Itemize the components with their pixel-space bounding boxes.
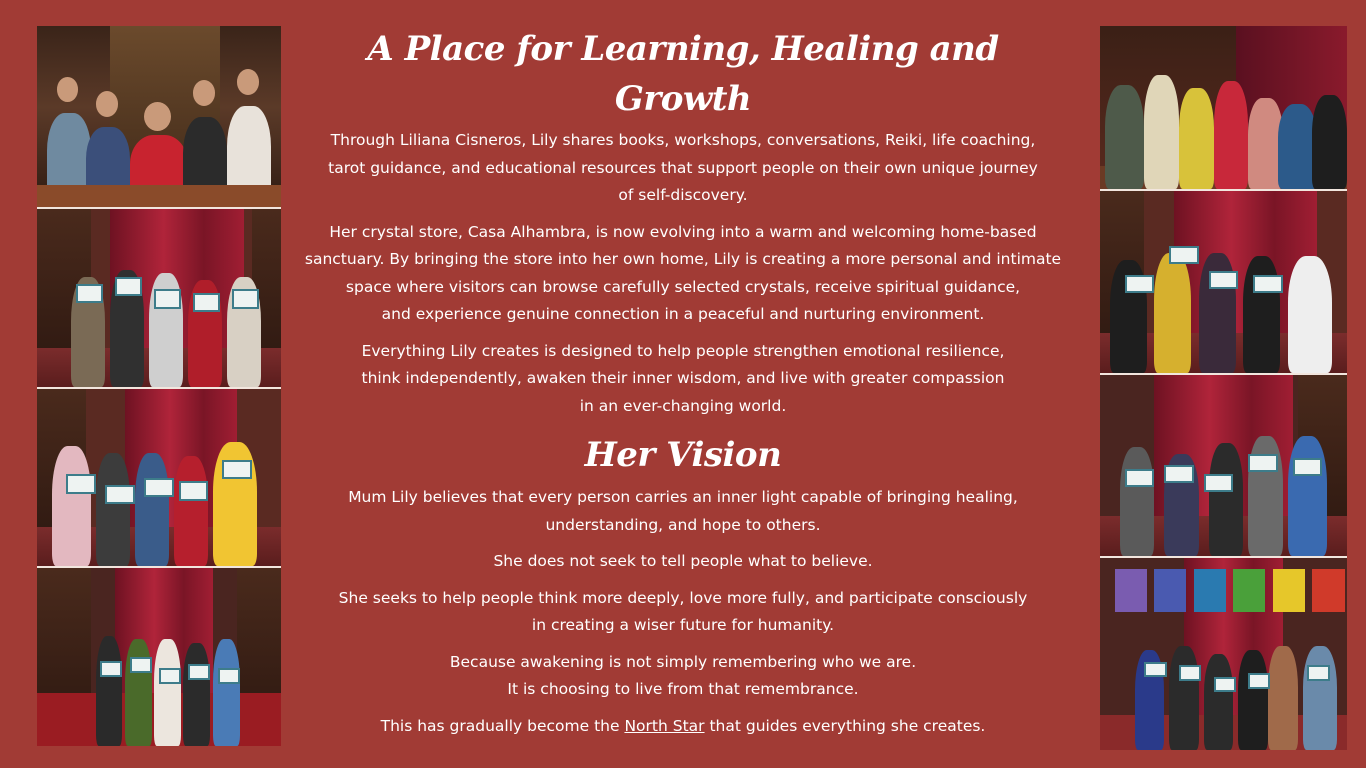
intro-paragraph-1	[296, 219, 1070, 329]
workshop-certificates-photo	[1100, 375, 1347, 558]
vision-paragraph-1	[296, 548, 1070, 576]
workshop-certificates-photo	[37, 209, 281, 389]
paragraph-line: and experience genuine connection in a peaceful and nurturing environment.	[381, 305, 985, 323]
vision-paragraph-0	[296, 484, 1070, 539]
paragraph-line: Because awakening is not simply remembering who we are.	[449, 652, 917, 671]
main-content	[296, 24, 1070, 749]
paragraph-line: tarot guidance, and educational resources that support people on their own unique journey	[328, 158, 1038, 177]
paragraph-line: think independently, awaken their inner wisdom, and live with greater compassion	[361, 369, 1005, 387]
paragraph-line: She seeks to help people think more deeply, love more fully, and participate consciously	[338, 588, 1028, 607]
group-photo	[1100, 26, 1347, 191]
paragraph-line: in an ever-changing world.	[579, 396, 787, 415]
vision-paragraph-3	[296, 649, 1070, 704]
paragraph-line: in creating a wiser future for humanity.	[531, 616, 835, 634]
group-photo	[37, 26, 281, 209]
intro-paragraph-0	[296, 127, 1070, 210]
paragraph-line: Her crystal store, Casa Alhambra, is now evolving into a warm and welcoming home-based	[329, 222, 1037, 241]
paragraph-line: understanding, and hope to others.	[545, 515, 821, 534]
paragraph-line: Everything Lily creates is designed to help people strengthen emotional resilience,	[361, 341, 1005, 360]
vision-title: Her Vision	[584, 435, 782, 475]
workshop-certificates-photo	[1100, 191, 1347, 374]
intro-section	[296, 127, 1070, 420]
vision-section	[296, 484, 1070, 704]
closing-text-after: that guides everything she creates.	[704, 716, 986, 735]
north-star-link[interactable]: North Star	[624, 716, 705, 735]
paragraph-line: of self-discovery.	[618, 186, 748, 204]
paragraph-line: space where visitors can browse carefully selected crystals, receive spiritual guidance,	[345, 277, 1021, 296]
workshop-certificates-photo	[37, 568, 281, 746]
paragraph-line: sanctuary. By bringing the store into her own home, Lily is creating a more personal and intimate	[304, 250, 1062, 268]
workshop-certificates-photo	[37, 389, 281, 569]
closing-text-before: This has gradually become the	[380, 716, 625, 735]
main-title: A Place for Learning, Healing and Growth	[367, 29, 999, 119]
workshop-certificates-photo	[1100, 558, 1347, 750]
closing-paragraph	[296, 713, 1070, 741]
intro-paragraph-2	[296, 338, 1070, 421]
right-photo-collage	[1100, 26, 1347, 750]
paragraph-line: She does not seek to tell people what to believe.	[493, 552, 873, 570]
paragraph-line: It is choosing to live from that remembrance.	[507, 680, 859, 698]
paragraph-line: Through Liliana Cisneros, Lily shares books, workshops, conversations, Reiki, life coaching,	[330, 131, 1036, 149]
left-photo-collage	[37, 26, 281, 746]
vision-paragraph-2	[296, 585, 1070, 640]
paragraph-line: Mum Lily believes that every person carries an inner light capable of bringing healing,	[348, 488, 1018, 506]
